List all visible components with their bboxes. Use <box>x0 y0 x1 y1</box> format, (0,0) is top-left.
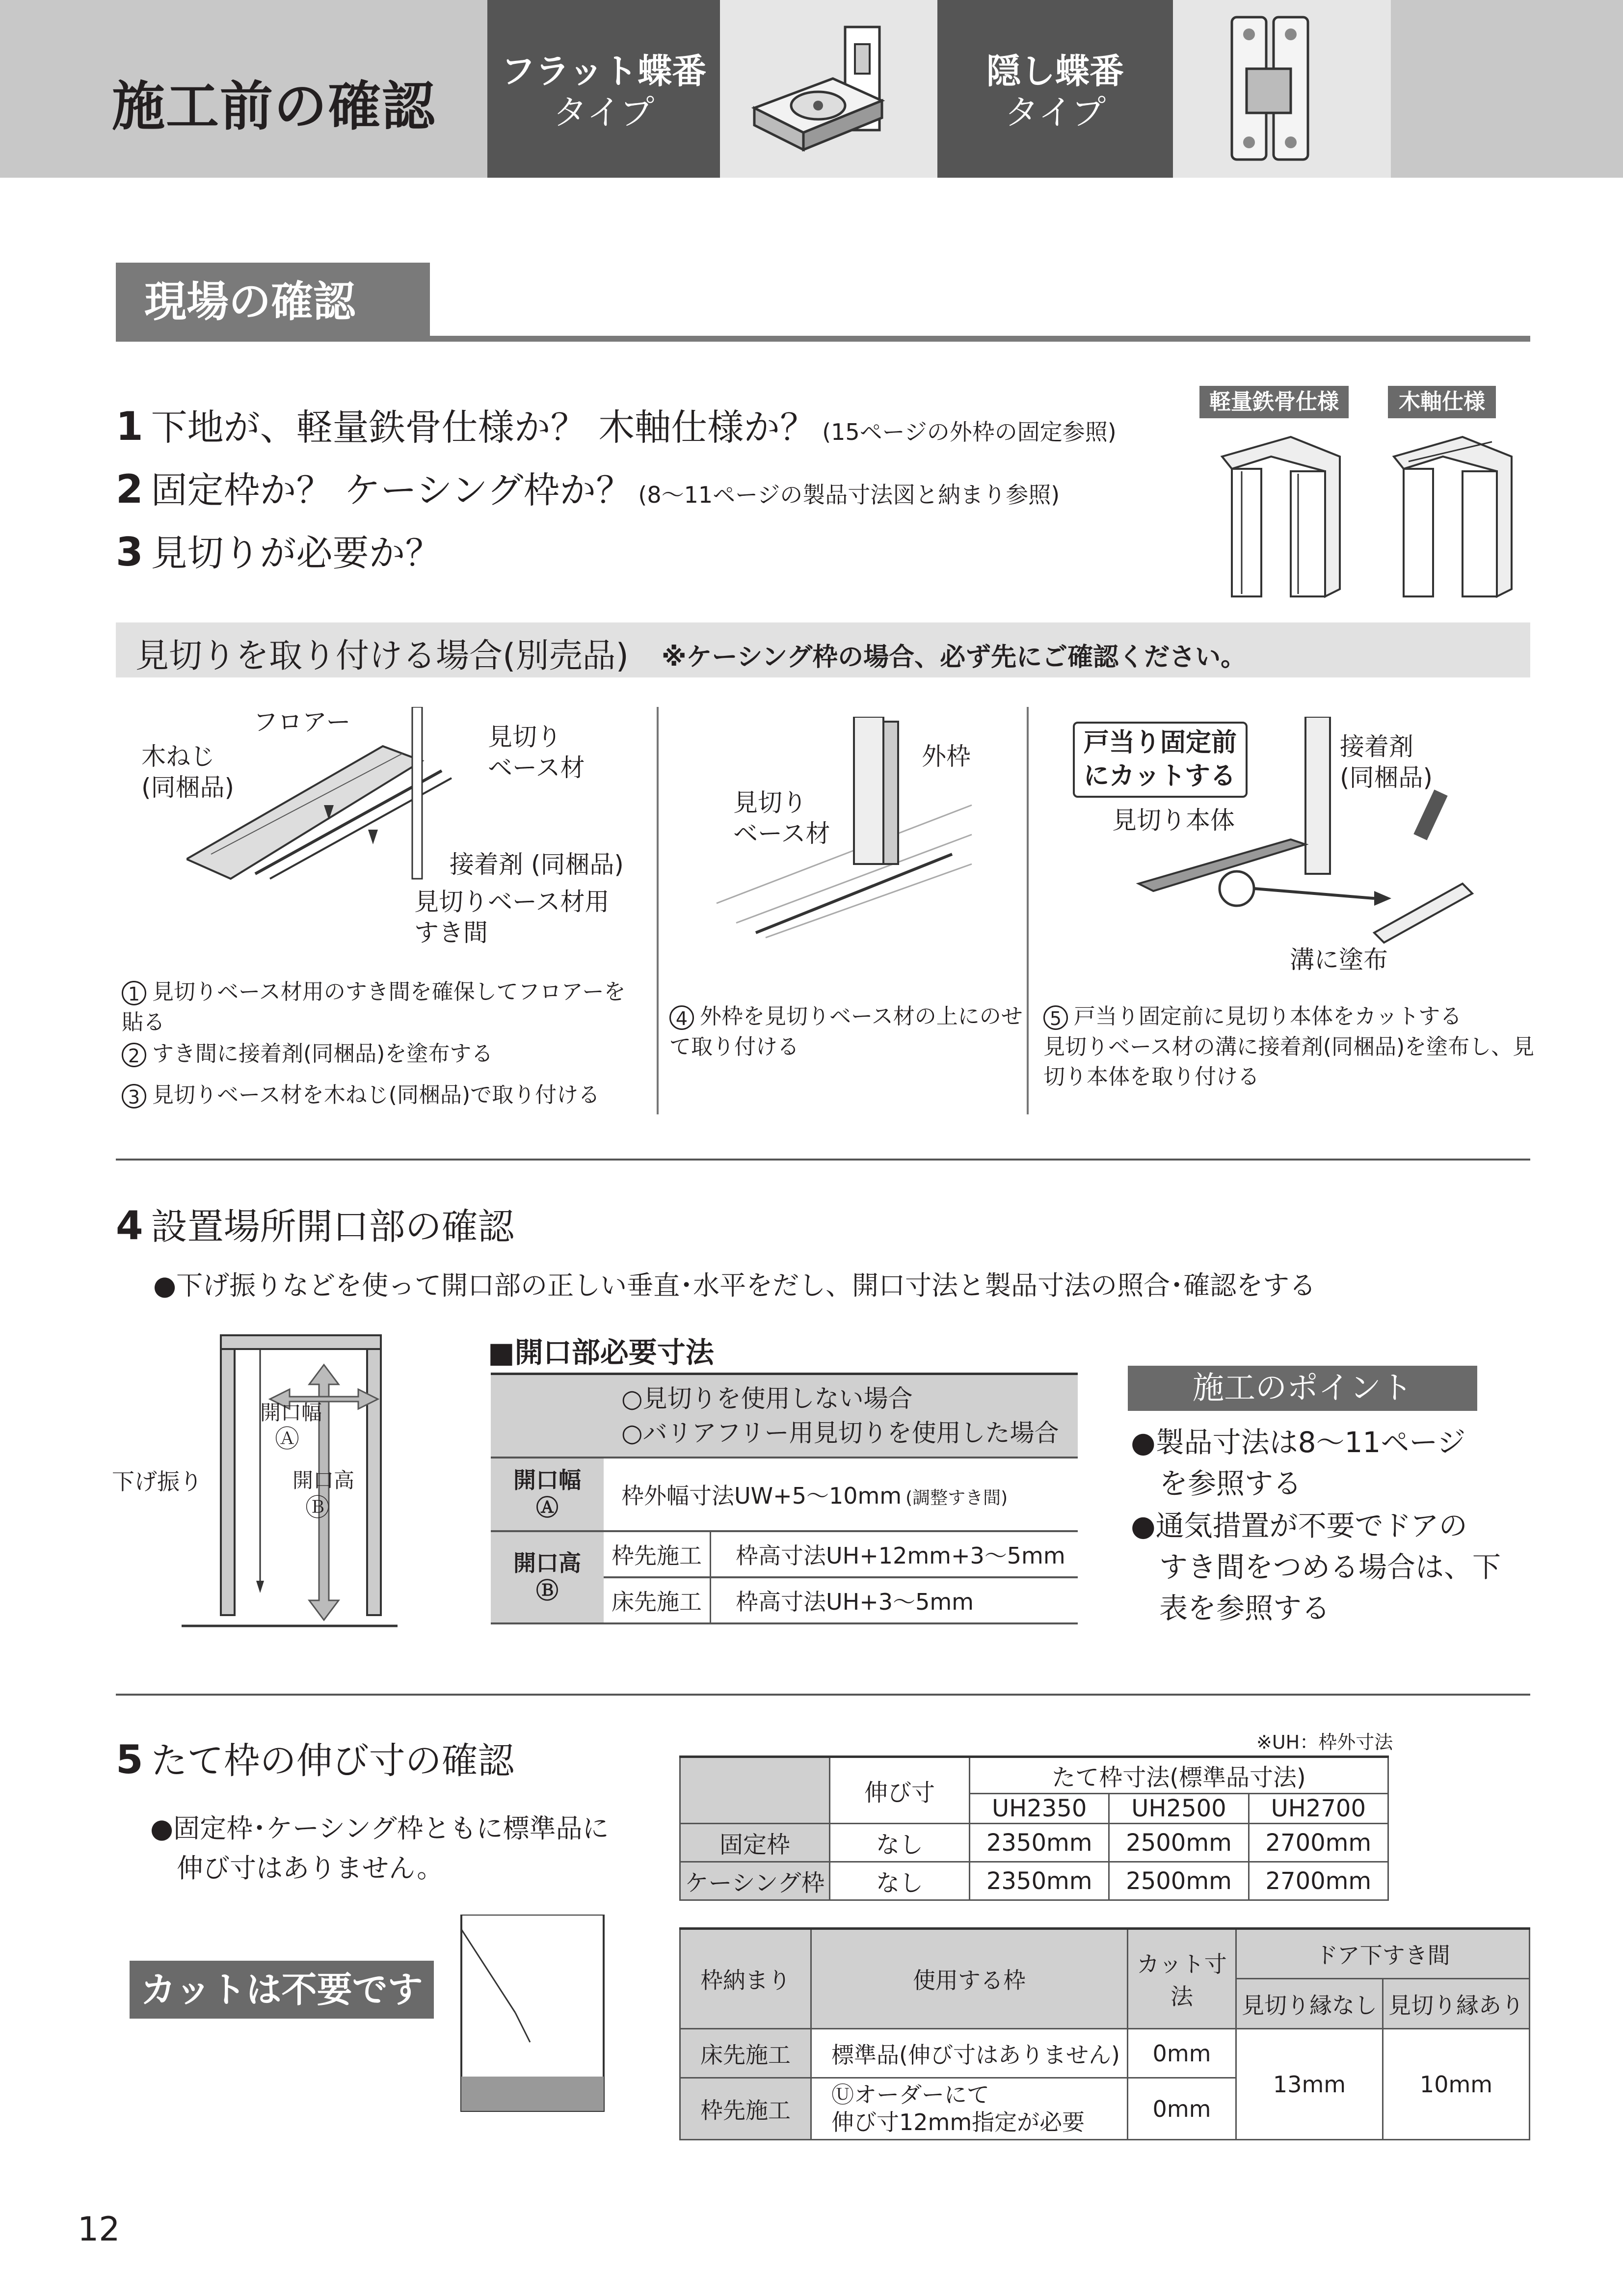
t2-row2-val2: 2500mm <box>1109 1862 1249 1900</box>
steel-spec-tag: 軽量鉄骨仕様 <box>1199 386 1349 418</box>
t3-gap1-value: 13mm <box>1236 2029 1383 2140</box>
tab-flat-hinge-sublabel: タイプ <box>553 92 655 133</box>
row-height-label: 開口高 Ⓑ <box>491 1531 604 1623</box>
opening-heading <box>116 1198 514 1250</box>
fig-width-label: 開口幅 <box>260 1401 322 1425</box>
t2-col-group: たて枠寸法(標準品寸法) <box>970 1757 1388 1794</box>
fig1-adhesive-label: 接着剤 (同梱品) <box>450 850 624 879</box>
fig-height-label: 開口高 <box>293 1468 355 1492</box>
opening-table-corner <box>491 1374 604 1458</box>
page-title: 施工前の確認 <box>112 76 436 137</box>
t2-size-3: UH2700 <box>1249 1794 1388 1824</box>
fig1-floor-label: フロアー <box>253 708 351 736</box>
frame-size-table <box>679 1756 1389 1901</box>
question-1-text: 下地が、軽量鉄骨仕様か？ 木軸仕様か？ <box>151 406 817 449</box>
t3-row2-fit: 枠先施工 <box>680 2078 811 2140</box>
mikiri-step-1 <box>122 977 642 1037</box>
question-3-number: 3 <box>116 529 143 575</box>
t2-row1-val1: 2350mm <box>970 1824 1109 1862</box>
question-2-note: (8〜11ページの製品寸法図と納まり参照) <box>638 482 1060 508</box>
mikiri-divider-1 <box>657 707 659 1114</box>
row-h1-type: 枠先施工 <box>604 1531 711 1577</box>
row-h1-value: 枠高寸法UH+12mm+3〜5mm <box>711 1531 1078 1577</box>
fig3-groove-label: 溝に塗布 <box>1290 945 1388 974</box>
fig-plumb-label: 下げ振り <box>112 1468 202 1495</box>
t2-row2-val1: 2350mm <box>970 1862 1109 1900</box>
step-1-number: 1 <box>122 981 146 1005</box>
opening-desc: ●下げ振りなどを使って開口部の正しい垂直･水平をだし、開口寸法と製品寸法の照合･確認をする <box>153 1270 1316 1301</box>
mikiri-step-2 <box>122 1039 642 1069</box>
row-h2-type: 床先施工 <box>604 1577 711 1623</box>
question-3-text: 見切りが必要か？ <box>151 532 442 574</box>
steel-frame-illustration <box>1212 427 1350 604</box>
question-2-number: 2 <box>116 466 143 512</box>
t3-row2-cut: 0mm <box>1128 2078 1236 2140</box>
t2-row2-name: ケーシング枠 <box>680 1862 830 1900</box>
step-2-text: すき間に接着剤(同梱品)を塗布する <box>152 1041 493 1066</box>
fig-width-marker: Ⓐ <box>275 1425 299 1453</box>
t3-gap2-value: 10mm <box>1383 2029 1530 2140</box>
t3-h-gap2: 見切り縁あり <box>1383 1979 1530 2029</box>
fig2-base-label: 見切り ベース材 <box>733 788 830 848</box>
mikiri-divider-2 <box>1027 707 1029 1114</box>
opening-figure <box>177 1325 398 1640</box>
t2-row2-ext: なし <box>830 1862 970 1900</box>
step-4-text: 外枠を見切りベース材の上にのせて取り付ける <box>669 1004 1023 1059</box>
point-1: ●製品寸法は8〜11ページ を参照する <box>1131 1426 1466 1501</box>
no-cut-label: カットは不要です <box>130 1961 434 2019</box>
mikiri-install-figure-1 <box>186 707 461 913</box>
t2-row1-val3: 2700mm <box>1249 1824 1388 1862</box>
fig1-screw-label: 木ねじ (同梱品) <box>141 742 235 802</box>
mikiri-note: ※ケーシング枠の場合、必ず先にご確認ください。 <box>662 643 1247 672</box>
opening-table <box>491 1373 1078 1624</box>
t2-row1-name: 固定枠 <box>680 1824 830 1862</box>
mikiri-step-3 <box>122 1080 642 1110</box>
flat-hinge-icon <box>720 0 937 178</box>
step-4-number: 4 <box>669 1005 694 1030</box>
fig3-body-label: 見切り本体 <box>1112 806 1235 835</box>
t2-col-ext: 伸び寸 <box>830 1757 970 1824</box>
fig1-base-label: 見切り ベース材 <box>488 723 585 782</box>
tab-flat-hinge-label: フラット蝶番 <box>501 51 707 91</box>
t3-h-gap1: 見切り縁なし <box>1236 1979 1383 2029</box>
step-2-number: 2 <box>122 1043 146 1067</box>
opening-number: 4 <box>116 1203 143 1248</box>
t2-size-2: UH2500 <box>1109 1794 1249 1824</box>
t3-h-cut: カット寸法 <box>1128 1929 1236 2029</box>
question-3 <box>116 524 442 576</box>
hidden-hinge-icon <box>1173 0 1391 178</box>
tab-hidden-hinge <box>937 0 1173 178</box>
t3-row1-fit: 床先施工 <box>680 2029 811 2078</box>
t3-row2-frame: Ⓤオーダーにて 伸び寸12mm指定が必要 <box>811 2078 1128 2140</box>
mikiri-step-5 <box>1043 1001 1539 1092</box>
flat-hinge-image <box>720 0 937 178</box>
t3-h-fit: 枠納まり <box>680 1929 811 2029</box>
uh-note: ※UH：枠外寸法 <box>1256 1731 1393 1753</box>
question-1-note: (15ページの外枠の固定参照) <box>822 419 1117 445</box>
opening-title: 設置場所開口部の確認 <box>151 1206 514 1248</box>
extension-frame-figure <box>442 1915 618 2121</box>
question-1-number: 1 <box>116 404 143 449</box>
fig3-adhesive-label: 接着剤 (同梱品) <box>1340 732 1433 792</box>
fig2-frame-label: 外枠 <box>922 742 971 771</box>
extension-number: 5 <box>116 1737 143 1783</box>
section-title: 現場の確認 <box>116 263 430 341</box>
extension-title: たて枠の伸び寸の確認 <box>151 1740 514 1782</box>
page-number: 12 <box>78 2210 120 2249</box>
row-h2-value: 枠高寸法UH+3〜5mm <box>711 1577 1078 1623</box>
t2-row2-val3: 2700mm <box>1249 1862 1388 1900</box>
extension-heading <box>116 1732 514 1784</box>
question-2-text: 固定枠か？ ケーシング枠か？ <box>151 469 633 512</box>
question-1 <box>116 399 1117 451</box>
t3-h-gap: ドア下すき間 <box>1236 1929 1530 1979</box>
row-width-label: 開口幅 Ⓐ <box>491 1458 604 1531</box>
point-2: ●通気措置が不要でドアの すき間をつめる場合は、下 表を参照する <box>1131 1509 1501 1625</box>
step-1-text: 見切りベース材用のすき間を確保してフロアーを貼る <box>122 979 626 1035</box>
t3-h-frame: 使用する枠 <box>811 1929 1128 2029</box>
fig-height-marker: Ⓑ <box>305 1493 330 1522</box>
point-title: 施工のポイント <box>1128 1366 1477 1411</box>
t3-row1-cut: 0mm <box>1128 2029 1236 2078</box>
row-width-note: (調整すき間) <box>905 1487 1008 1508</box>
mikiri-step-4 <box>669 1001 1023 1062</box>
mikiri-title: 見切りを取り付ける場合(別売品) <box>135 637 629 675</box>
t2-row1-ext: なし <box>830 1824 970 1862</box>
row-width-value: 枠外幅寸法UW+5〜10mm <box>621 1482 902 1509</box>
t3-row1-frame: 標準品(伸び寸はありません) <box>811 2029 1128 2078</box>
opening-table-head: ○見切りを使用しない場合 ○バリアフリー用見切りを使用した場合 <box>604 1374 1078 1458</box>
mikiri-install-figure-3 <box>1129 717 1521 962</box>
tab-hidden-hinge-label: 隠し蝶番 <box>986 51 1124 91</box>
step-5-number: 5 <box>1043 1005 1068 1030</box>
tab-hidden-hinge-sublabel: タイプ <box>1004 92 1106 133</box>
wood-spec-tag: 木軸仕様 <box>1388 386 1496 418</box>
tab-flat-hinge <box>487 0 720 178</box>
step-3-number: 3 <box>122 1084 146 1108</box>
divider-4 <box>116 1159 1530 1161</box>
t2-row1-val2: 2500mm <box>1109 1824 1249 1862</box>
wood-frame-illustration <box>1384 427 1521 604</box>
opening-table-title: ■開口部必要寸法 <box>488 1336 714 1369</box>
row-width-cell <box>604 1458 1078 1531</box>
step-5-text: 戸当り固定前に見切り本体をカットする 見切りベース材の溝に接着剤(同梱品)を塗布し、見切り本体を取り付ける <box>1043 1004 1535 1090</box>
question-2 <box>116 461 1060 513</box>
hidden-hinge-image <box>1173 0 1391 178</box>
fig3-cut-callout: 戸当り固定前 にカットする <box>1073 722 1248 798</box>
step-3-text: 見切りベース材を木ねじ(同梱品)で取り付ける <box>152 1082 600 1107</box>
extension-desc: ●固定枠･ケーシング枠ともに標準品に 伸び寸はありません。 <box>150 1813 609 1884</box>
t2-size-1: UH2350 <box>970 1794 1109 1824</box>
fig1-gap-label: 見切りベース材用 すき間 <box>414 888 610 947</box>
cut-size-table <box>679 1927 1530 2140</box>
divider-5 <box>116 1694 1530 1696</box>
section-divider <box>116 336 1530 342</box>
t2-corner <box>680 1757 830 1824</box>
